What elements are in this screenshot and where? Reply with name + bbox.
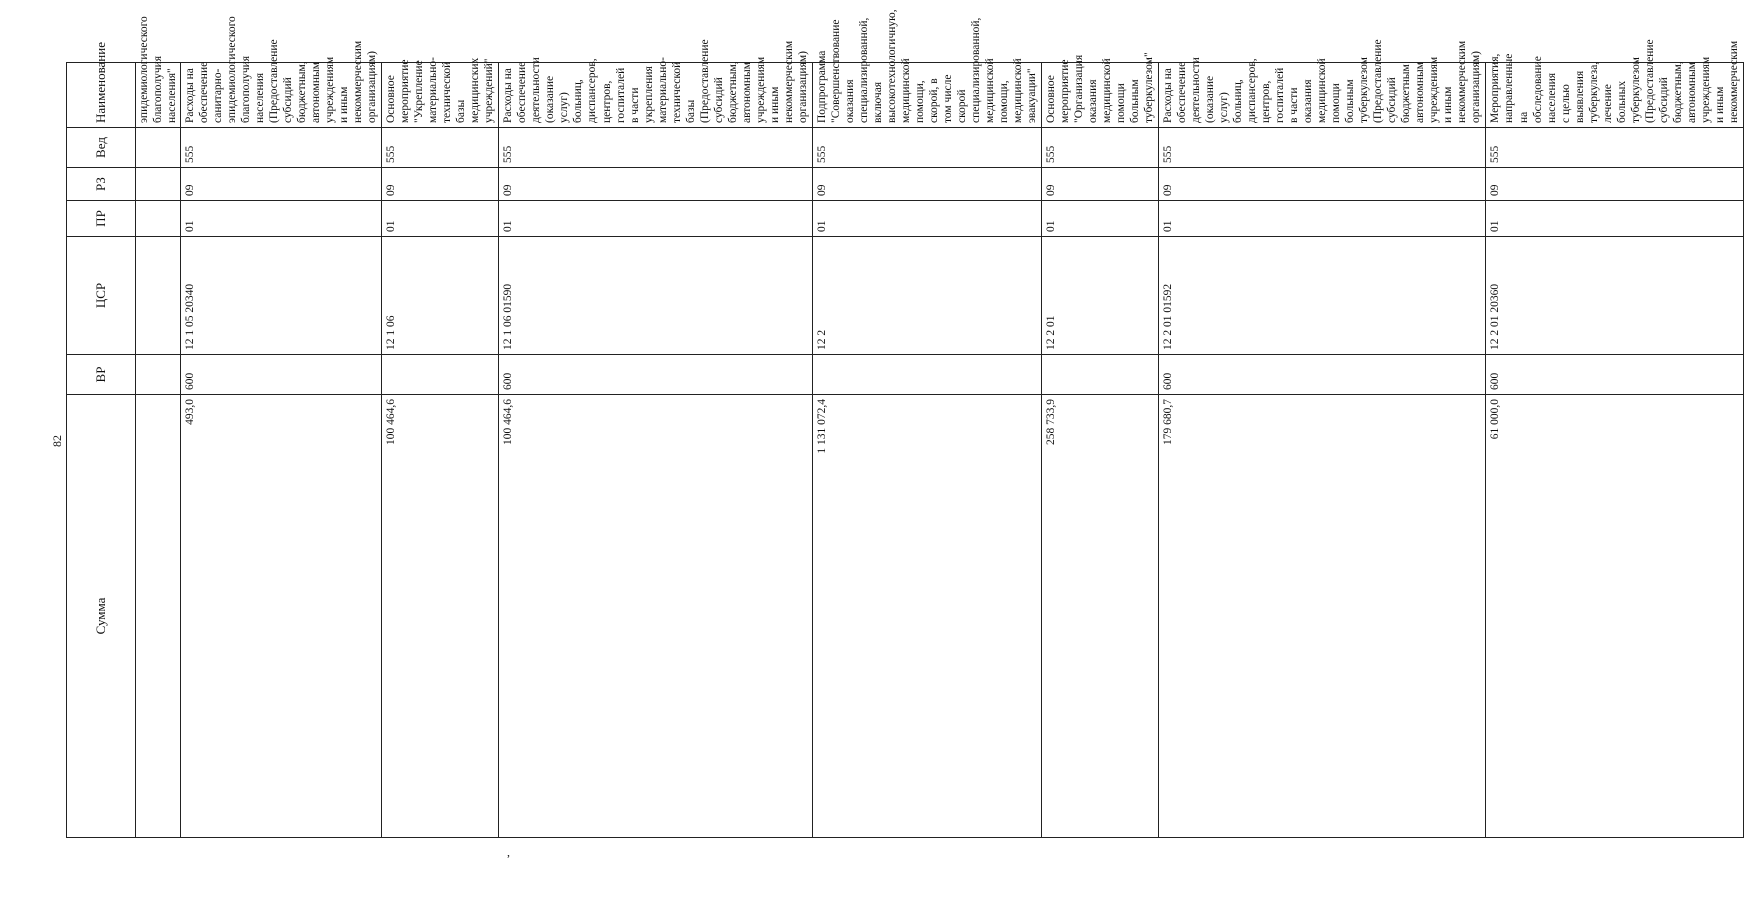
cell-vr xyxy=(382,355,499,395)
table-row xyxy=(1486,63,1743,838)
cell-pr: 01 xyxy=(1486,201,1743,237)
cell-csr: 12 1 06 01590 xyxy=(499,237,812,355)
cell-name: Расходы на обеспечение деятельности (оказание услуг) больниц, диспансеров, центров, госпиталей в части укрепления материально-технической базы (Предоставление субсидий бюджетным, автономным учреждениям и иным некоммерческим организациям) xyxy=(499,63,812,128)
cell-rz: 09 xyxy=(1041,168,1158,201)
cell-pr: 01 xyxy=(1159,201,1486,237)
cell-sum: 100 464,6 xyxy=(382,395,499,838)
cell-ved: 555 xyxy=(1486,128,1743,168)
header-rz: РЗ xyxy=(67,168,136,201)
cell-sum xyxy=(136,395,181,838)
header-sum: Сумма xyxy=(67,395,136,838)
stray-mark: , xyxy=(507,845,510,859)
cell-ved: 555 xyxy=(382,128,499,168)
header-name: Наименование xyxy=(67,63,136,128)
cell-rz: 09 xyxy=(1159,168,1486,201)
cell-csr: 12 1 06 xyxy=(382,237,499,355)
budget-table xyxy=(66,9,1744,838)
cell-rz: 09 xyxy=(382,168,499,201)
cell-vr xyxy=(136,355,181,395)
cell-name: Основное мероприятие "Укрепление материально-технической базы медицинских учреждений" xyxy=(382,63,499,128)
header-csr: ЦСР xyxy=(67,237,136,355)
cell-rz: 09 xyxy=(812,168,1041,201)
table-row xyxy=(181,63,382,838)
cell-name: Расходы на обеспечение деятельности (оказание услуг) больниц, диспансеров, центров, госпиталей в части оказания медицинской помощи больным туберкулезом (Предоставление субсидий бюджетным автономным учреждениям и иным некоммерческим организациям) xyxy=(1159,63,1486,128)
cell-rz: 09 xyxy=(181,168,382,201)
cell-csr: 12 2 xyxy=(812,237,1041,355)
cell-vr: 600 xyxy=(499,355,812,395)
cell-sum: 179 680,7 xyxy=(1159,395,1486,838)
cell-csr: 12 2 01 01592 xyxy=(1159,237,1486,355)
cell-pr: 01 xyxy=(382,201,499,237)
table-row xyxy=(1041,63,1158,838)
cell-csr: 12 2 01 xyxy=(1041,237,1158,355)
cell-ved: 555 xyxy=(499,128,812,168)
cell-name: Подпрограмма "Совершенствование оказания специализированной, включая высокотехнологичную, медицинской помощи, скорой, в том числе скорой специализированной, медицинской помощи, медицинской эвакуации" xyxy=(812,63,1041,128)
header-ved: Вед xyxy=(67,128,136,168)
cell-ved xyxy=(136,128,181,168)
cell-sum: 61 000,0 xyxy=(1486,395,1743,838)
header-vr: ВР xyxy=(67,355,136,395)
cell-ved: 555 xyxy=(812,128,1041,168)
cell-vr: 600 xyxy=(181,355,382,395)
cell-name: Мероприятия, направленные на обследование населения с целью выявления туберкулеза, лечение больных туберкулезом (Предоставление субсидий бюджетным, автономным учреждениям и иным некоммерческим xyxy=(1486,63,1743,128)
cell-pr: 01 xyxy=(181,201,382,237)
table-row xyxy=(136,63,181,838)
cell-pr: 01 xyxy=(1041,201,1158,237)
rotated-table-wrapper xyxy=(66,9,1740,838)
cell-rz xyxy=(136,168,181,201)
cell-rz: 09 xyxy=(1486,168,1743,201)
cell-csr xyxy=(136,237,181,355)
cell-vr xyxy=(812,355,1041,395)
cell-pr: 01 xyxy=(812,201,1041,237)
cell-ved: 555 xyxy=(181,128,382,168)
cell-csr: 12 1 05 20340 xyxy=(181,237,382,355)
cell-name: Основное мероприятие "Организация оказания медицинской помощи больным туберкулезом" xyxy=(1041,63,1158,128)
page-number: 82 xyxy=(50,435,64,447)
cell-vr: 600 xyxy=(1486,355,1743,395)
cell-rz: 09 xyxy=(499,168,812,201)
cell-name: Расходы на обеспечение санитарно-эпидемиологического благополучия населения (Предоставление субсидий бюджетным, автономным учреждениям и иным некоммерческим организациям) xyxy=(181,63,382,128)
header-pr: ПР xyxy=(67,201,136,237)
table-row xyxy=(382,63,499,838)
table-row xyxy=(812,63,1041,838)
table-row xyxy=(499,63,812,838)
cell-sum: 100 464,6 xyxy=(499,395,812,838)
table-row xyxy=(1159,63,1486,838)
cell-vr xyxy=(1041,355,1158,395)
cell-ved: 555 xyxy=(1041,128,1158,168)
cell-vr: 600 xyxy=(1159,355,1486,395)
cell-pr xyxy=(136,201,181,237)
cell-ved: 555 xyxy=(1159,128,1486,168)
cell-sum: 493,0 xyxy=(181,395,382,838)
cell-csr: 12 2 01 20360 xyxy=(1486,237,1743,355)
header-row xyxy=(67,63,136,838)
cell-pr: 01 xyxy=(499,201,812,237)
cell-sum: 1 131 072,4 xyxy=(812,395,1041,838)
cell-sum: 258 733,9 xyxy=(1041,395,1158,838)
cell-name: эпидемиологического благополучия населения" xyxy=(136,63,181,128)
